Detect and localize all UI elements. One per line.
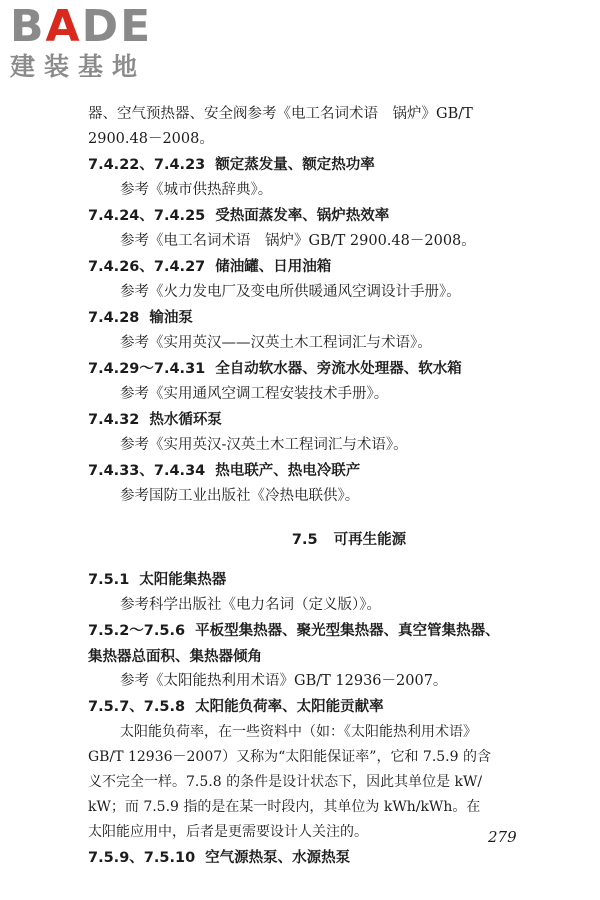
- term-heading: [88, 694, 550, 720]
- logo-wordmark: BADE: [10, 1, 153, 52]
- clause-number: 7.4.32: [88, 412, 140, 428]
- paragraph-line: GB/T 12936－2007）又称为“太阳能保证率”，它和 7.5.9 的含: [88, 749, 491, 765]
- clause-number: 7.4.24、7.4.25: [88, 208, 206, 224]
- term-heading: [88, 458, 550, 484]
- text-line: 器、空气预热器、安全阀参考《电工名词术语 锅炉》GB/T: [88, 106, 473, 122]
- clause-title: 输油泵: [149, 309, 193, 326]
- term-heading: [88, 305, 550, 331]
- clause-number: 7.4.33、7.4.34: [88, 463, 206, 479]
- paragraph-line: 太阳能负荷率，在一些资料中（如：《太阳能热利用术语》: [120, 724, 477, 740]
- paragraph-line: 太阳能应用中，后者是更需要设计人关注的。: [88, 824, 368, 840]
- clause-title: 平板型集热器、聚光型集热器、真空管集热器、: [195, 622, 500, 639]
- term-heading: [88, 254, 550, 280]
- reference-line: 参考《电工名词术语 锅炉》GB/T 2900.48－2008。: [120, 233, 476, 249]
- paragraph-line: 义不完全一样。7.5.8 的条件是设计状态下，因此其单位是 kW/: [88, 774, 483, 790]
- clause-number: 7.5.2～7.5.6: [88, 623, 186, 639]
- term-heading: [88, 567, 550, 593]
- reference-line: 参考《实用通风空调工程安装技术手册》。: [120, 386, 389, 402]
- term-heading: [88, 845, 550, 871]
- clause-title: 热水循环泵: [149, 411, 222, 428]
- paragraph-line: kW；而 7.5.9 指的是在某一时段内，其单位为 kWh/kWh。在: [88, 799, 481, 815]
- clause-number: 7.5.1: [88, 572, 130, 588]
- page-number: 279: [488, 828, 517, 846]
- bade-logo: [10, 1, 180, 82]
- term-heading: [88, 152, 550, 178]
- clause-title: 受热面蒸发率、锅炉热效率: [215, 207, 390, 224]
- clause-title: 空气源热泵、水源热泵: [205, 849, 351, 866]
- clause-title: 太阳能集热器: [139, 571, 227, 588]
- reference-line: 参考《实用英汉——汉英土木工程词汇与术语》。: [120, 335, 432, 351]
- clause-number: 7.5.7、7.5.8: [88, 699, 186, 715]
- clause-number: 7.5.9、7.5.10: [88, 850, 196, 866]
- section-title: 可再生能源: [333, 531, 407, 548]
- logo-subtitle: 建装基地: [10, 52, 147, 81]
- clause-number: 7.4.28: [88, 310, 140, 326]
- clause-number: 7.4.22、7.4.23: [88, 157, 206, 173]
- clause-title: 全自动软水器、旁流水处理器、软水箱: [215, 360, 462, 377]
- page-body: [88, 102, 550, 871]
- clause-title: 热电联产、热电冷联产: [215, 462, 361, 479]
- reference-line: 参考科学出版社《电力名词（定义版）》。: [120, 597, 381, 613]
- clause-title: 储油罐、日用油箱: [215, 258, 332, 275]
- clause-number: 7.4.29～7.4.31: [88, 361, 206, 377]
- clause-number: 7.4.26、7.4.27: [88, 259, 206, 275]
- term-heading: [88, 203, 550, 229]
- section-number: 7.5: [291, 532, 318, 548]
- term-heading: [88, 356, 550, 382]
- reference-line: 参考《实用英汉-汉英土木工程词汇与术语》。: [120, 437, 408, 453]
- clause-title: 额定蒸发量、额定热功率: [215, 156, 375, 173]
- reference-line: 参考国防工业出版社《冷热电联供》。: [120, 488, 360, 504]
- reference-line: 参考《火力发电厂及变电所供暖通风空调设计手册》。: [120, 284, 461, 300]
- text-line: 2900.48－2008。: [88, 131, 214, 147]
- term-heading: [88, 407, 550, 433]
- reference-line: 参考《城市供热辞典》。: [120, 182, 273, 198]
- reference-line: 参考《太阳能热利用术语》GB/T 12936－2007。: [120, 673, 448, 689]
- clause-title-continuation: 集热器总面积、集热器倾角: [88, 648, 262, 665]
- clause-title: 太阳能负荷率、太阳能贡献率: [195, 698, 384, 715]
- term-heading: [88, 618, 550, 644]
- section-heading: [88, 527, 550, 553]
